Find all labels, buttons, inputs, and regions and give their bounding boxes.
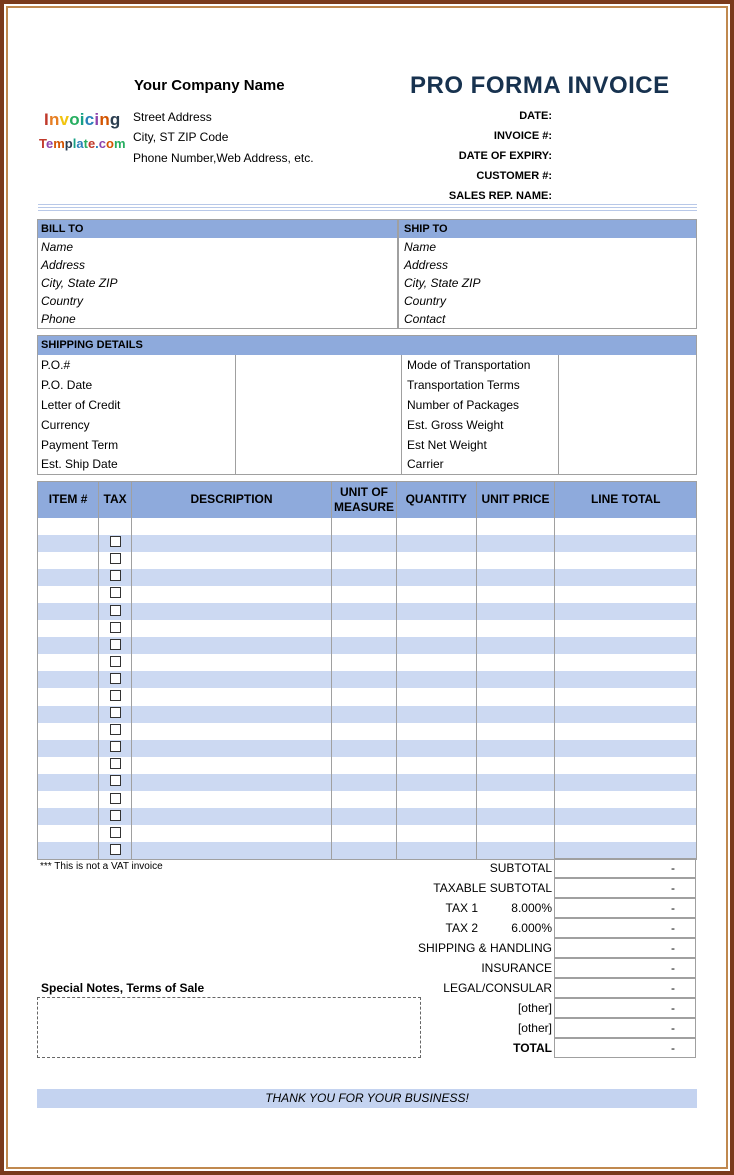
- item-cell[interactable]: [476, 620, 555, 637]
- item-cell[interactable]: [99, 757, 132, 774]
- shipping-label: Letter of Credit: [38, 395, 236, 415]
- item-cell[interactable]: [332, 620, 397, 637]
- table-row: [38, 552, 697, 569]
- shipping-value[interactable]: [559, 395, 697, 415]
- tax-checkbox[interactable]: [110, 844, 121, 855]
- logo-letter: e: [87, 136, 96, 151]
- meta-label: DATE:: [519, 110, 552, 122]
- table-row: [38, 535, 697, 552]
- tax-checkbox[interactable]: [110, 587, 121, 598]
- meta-label: SALES REP. NAME:: [448, 190, 552, 202]
- item-cell[interactable]: [476, 654, 555, 671]
- item-cell[interactable]: [38, 774, 99, 791]
- item-cell[interactable]: [555, 825, 697, 842]
- tax-checkbox[interactable]: [110, 656, 121, 667]
- shipping-value[interactable]: [236, 455, 402, 475]
- item-cell[interactable]: [38, 740, 99, 757]
- item-cell[interactable]: [131, 518, 331, 535]
- item-cell[interactable]: [396, 671, 476, 688]
- logo-letter: m: [113, 136, 126, 151]
- shipping-label: Transportation Terms: [402, 375, 559, 395]
- item-cell[interactable]: [99, 552, 132, 569]
- total-value[interactable]: -: [554, 918, 696, 938]
- table-row: [38, 757, 697, 774]
- item-cell[interactable]: [332, 552, 397, 569]
- divider-line: [38, 204, 697, 205]
- item-cell[interactable]: [555, 688, 697, 705]
- logo-letter: I: [44, 110, 49, 129]
- address-line[interactable]: Name: [41, 239, 74, 254]
- tax-rate[interactable]: 6.000%: [511, 921, 552, 935]
- total-label: TAXABLE SUBTOTAL: [433, 881, 552, 895]
- item-cell[interactable]: [131, 825, 331, 842]
- notes-box[interactable]: [37, 997, 421, 1058]
- item-cell[interactable]: [476, 671, 555, 688]
- item-cell[interactable]: [555, 637, 697, 654]
- total-label: TAX 1: [445, 901, 478, 915]
- meta-label: DATE OF EXPIRY:: [458, 150, 552, 162]
- item-cell[interactable]: [476, 706, 555, 723]
- item-cell[interactable]: [332, 825, 397, 842]
- item-cell[interactable]: [396, 757, 476, 774]
- shipping-label: Est. Gross Weight: [402, 415, 559, 435]
- item-cell[interactable]: [131, 620, 331, 637]
- item-cell[interactable]: [555, 518, 697, 535]
- item-cell[interactable]: [396, 620, 476, 637]
- tax-checkbox[interactable]: [110, 639, 121, 650]
- item-cell[interactable]: [476, 688, 555, 705]
- logo-letter: m: [53, 136, 65, 151]
- shipping-value[interactable]: [559, 455, 697, 475]
- item-cell[interactable]: [38, 757, 99, 774]
- logo-letter: v: [59, 110, 70, 129]
- tax-checkbox[interactable]: [110, 741, 121, 752]
- total-label: TOTAL: [513, 1041, 552, 1055]
- item-cell[interactable]: [99, 620, 132, 637]
- column-header: UNIT OF MEASURE: [332, 482, 397, 518]
- item-cell[interactable]: [396, 723, 476, 740]
- item-cell[interactable]: [131, 842, 331, 859]
- table-row: [38, 808, 697, 825]
- table-row: [38, 569, 697, 586]
- total-value[interactable]: -: [554, 1018, 696, 1038]
- item-cell[interactable]: [131, 671, 331, 688]
- item-cell[interactable]: [555, 808, 697, 825]
- logo-invoicing: [44, 110, 121, 130]
- item-cell[interactable]: [131, 706, 331, 723]
- total-value[interactable]: -: [554, 898, 696, 918]
- shipping-label: Payment Term: [38, 435, 236, 455]
- total-label: [other]: [517, 1001, 552, 1015]
- divider-line: [38, 210, 697, 211]
- column-header: DESCRIPTION: [131, 482, 331, 518]
- item-cell[interactable]: [396, 706, 476, 723]
- item-cell[interactable]: [555, 740, 697, 757]
- item-cell[interactable]: [476, 723, 555, 740]
- shipping-details-table: [37, 335, 697, 475]
- shipping-label: Mode of Transportation: [402, 355, 559, 375]
- item-cell[interactable]: [38, 518, 99, 535]
- tax-checkbox[interactable]: [110, 724, 121, 735]
- table-row: [38, 774, 697, 791]
- shipping-label: P.O. Date: [38, 375, 236, 395]
- item-cell[interactable]: [99, 586, 132, 603]
- item-cell[interactable]: [396, 535, 476, 552]
- item-cell[interactable]: [38, 791, 99, 808]
- ship-to-table: [398, 219, 697, 329]
- item-cell[interactable]: [396, 825, 476, 842]
- logo-letter: n: [99, 110, 110, 129]
- item-cell[interactable]: [555, 654, 697, 671]
- item-cell[interactable]: [332, 723, 397, 740]
- shipping-label: Est Net Weight: [402, 435, 559, 455]
- city-line: City, ST ZIP Code: [133, 130, 229, 144]
- item-cell[interactable]: [332, 757, 397, 774]
- item-cell[interactable]: [99, 791, 132, 808]
- item-cell[interactable]: [99, 723, 132, 740]
- item-cell[interactable]: [38, 569, 99, 586]
- bill-to-table: [37, 219, 398, 329]
- table-row: [38, 620, 697, 637]
- item-cell[interactable]: [555, 842, 697, 859]
- item-cell[interactable]: [396, 774, 476, 791]
- shipping-label: Carrier: [402, 455, 559, 475]
- table-row: [38, 637, 697, 654]
- item-cell[interactable]: [555, 774, 697, 791]
- invoice-title: PRO FORMA INVOICE: [410, 72, 670, 99]
- tax-checkbox[interactable]: [110, 605, 121, 616]
- shipping-value[interactable]: [236, 435, 402, 455]
- tax-checkbox[interactable]: [110, 553, 121, 564]
- total-label: SUBTOTAL: [489, 861, 552, 875]
- address-line[interactable]: Contact: [404, 312, 446, 327]
- item-cell[interactable]: [131, 808, 331, 825]
- logo-template: [39, 136, 126, 151]
- item-cell[interactable]: [396, 688, 476, 705]
- address-line[interactable]: City, State ZIP: [404, 275, 481, 290]
- tax-checkbox[interactable]: [110, 707, 121, 718]
- item-cell[interactable]: [555, 569, 697, 586]
- address-line[interactable]: Country: [41, 294, 84, 309]
- item-cell[interactable]: [476, 535, 555, 552]
- item-cell[interactable]: [332, 706, 397, 723]
- shipping-label: P.O.#: [38, 355, 236, 375]
- item-cell[interactable]: [131, 774, 331, 791]
- divider-line: [38, 207, 697, 208]
- item-cell[interactable]: [38, 586, 99, 603]
- item-cell[interactable]: [476, 603, 555, 620]
- total-value[interactable]: -: [554, 858, 696, 878]
- address-line[interactable]: City, State ZIP: [41, 275, 118, 290]
- item-cell[interactable]: [332, 654, 397, 671]
- item-cell[interactable]: [332, 518, 397, 535]
- item-cell[interactable]: [476, 586, 555, 603]
- vat-note: *** This is not a VAT invoice: [40, 861, 163, 872]
- item-cell[interactable]: [555, 723, 697, 740]
- shipping-value[interactable]: [236, 375, 402, 395]
- item-cell[interactable]: [38, 552, 99, 569]
- item-cell[interactable]: [396, 842, 476, 859]
- column-header: TAX: [99, 482, 132, 518]
- ship-to-title: SHIP TO: [404, 222, 448, 235]
- street-address: Street Address: [133, 110, 212, 124]
- shipping-value[interactable]: [559, 375, 697, 395]
- item-cell[interactable]: [38, 688, 99, 705]
- item-cell[interactable]: [38, 603, 99, 620]
- item-cell[interactable]: [38, 723, 99, 740]
- shipping-value[interactable]: [559, 435, 697, 455]
- item-cell[interactable]: [99, 842, 132, 859]
- logo-letter: c: [98, 136, 107, 151]
- logo-letter: T: [39, 136, 46, 151]
- item-cell[interactable]: [476, 757, 555, 774]
- shipping-details-title: SHIPPING DETAILS: [41, 339, 143, 352]
- table-row: [38, 671, 697, 688]
- item-cell[interactable]: [555, 552, 697, 569]
- item-cell[interactable]: [332, 569, 397, 586]
- item-cell[interactable]: [555, 757, 697, 774]
- item-cell[interactable]: [396, 569, 476, 586]
- item-cell[interactable]: [396, 637, 476, 654]
- item-cell[interactable]: [131, 535, 331, 552]
- tax-checkbox[interactable]: [110, 570, 121, 581]
- item-cell[interactable]: [99, 825, 132, 842]
- logo-letter: t: [83, 136, 88, 151]
- item-cell[interactable]: [38, 620, 99, 637]
- item-cell[interactable]: [476, 552, 555, 569]
- column-header: UNIT PRICE: [476, 482, 555, 518]
- address-line[interactable]: Phone: [41, 312, 76, 327]
- address-line[interactable]: Name: [404, 239, 437, 254]
- table-row: [38, 586, 697, 603]
- item-cell[interactable]: [476, 637, 555, 654]
- item-cell[interactable]: [38, 637, 99, 654]
- table-row: [38, 518, 697, 535]
- logo-letter: p: [64, 136, 73, 151]
- table-row: [38, 825, 697, 842]
- item-cell[interactable]: [332, 774, 397, 791]
- total-value[interactable]: -: [554, 938, 696, 958]
- total-label: INSURANCE: [481, 961, 552, 975]
- total-label: [other]: [517, 1021, 552, 1035]
- item-cell[interactable]: [38, 842, 99, 859]
- item-cell[interactable]: [332, 740, 397, 757]
- item-cell[interactable]: [555, 586, 697, 603]
- logo-letter: a: [76, 136, 84, 151]
- item-cell[interactable]: [99, 774, 132, 791]
- item-cell[interactable]: [555, 706, 697, 723]
- logo-letter: i: [79, 110, 85, 129]
- item-cell[interactable]: [99, 603, 132, 620]
- table-row: [38, 706, 697, 723]
- thank-you-banner: THANK YOU FOR YOUR BUSINESS!: [37, 1089, 697, 1108]
- item-cell[interactable]: [476, 774, 555, 791]
- shipping-label: Number of Packages: [402, 395, 559, 415]
- item-cell[interactable]: [99, 569, 132, 586]
- tax-checkbox[interactable]: [110, 810, 121, 821]
- logo-letter: .: [95, 136, 99, 151]
- logo-letter: g: [109, 110, 121, 129]
- logo-letter: c: [84, 110, 95, 129]
- item-cell[interactable]: [99, 808, 132, 825]
- item-cell[interactable]: [332, 842, 397, 859]
- item-cell[interactable]: [332, 688, 397, 705]
- total-label: SHIPPING & HANDLING: [417, 941, 552, 955]
- item-cell[interactable]: [476, 808, 555, 825]
- shipping-value[interactable]: [236, 415, 402, 435]
- item-cell[interactable]: [476, 842, 555, 859]
- item-cell[interactable]: [131, 757, 331, 774]
- items-table: [37, 481, 697, 860]
- item-cell[interactable]: [131, 791, 331, 808]
- table-row: [38, 723, 697, 740]
- item-cell[interactable]: [131, 654, 331, 671]
- tax-checkbox[interactable]: [110, 775, 121, 786]
- item-cell[interactable]: [131, 723, 331, 740]
- item-cell[interactable]: [332, 535, 397, 552]
- table-row: [38, 603, 697, 620]
- logo-letter: i: [94, 110, 100, 129]
- item-cell[interactable]: [131, 586, 331, 603]
- item-cell[interactable]: [332, 808, 397, 825]
- item-cell[interactable]: [131, 552, 331, 569]
- item-cell[interactable]: [99, 740, 132, 757]
- total-value[interactable]: -: [554, 978, 696, 998]
- item-cell[interactable]: [131, 603, 331, 620]
- logo-letter: n: [48, 110, 60, 129]
- tax-checkbox[interactable]: [110, 827, 121, 838]
- item-cell[interactable]: [476, 740, 555, 757]
- address-line[interactable]: Country: [404, 294, 447, 309]
- item-cell[interactable]: [332, 791, 397, 808]
- item-cell[interactable]: [555, 603, 697, 620]
- total-value[interactable]: -: [554, 878, 696, 898]
- shipping-value[interactable]: [236, 395, 402, 415]
- item-cell[interactable]: [131, 688, 331, 705]
- item-cell[interactable]: [38, 671, 99, 688]
- total-label: LEGAL/CONSULAR: [443, 981, 552, 995]
- item-cell[interactable]: [38, 808, 99, 825]
- item-cell[interactable]: [396, 586, 476, 603]
- item-cell[interactable]: [131, 637, 331, 654]
- bill-to-title: BILL TO: [41, 222, 84, 235]
- item-cell[interactable]: [396, 791, 476, 808]
- column-header: ITEM #: [38, 482, 99, 518]
- meta-label: CUSTOMER #:: [476, 170, 552, 182]
- item-cell[interactable]: [38, 654, 99, 671]
- shipping-label: Est. Ship Date: [38, 455, 236, 475]
- notes-title: Special Notes, Terms of Sale: [41, 981, 205, 995]
- item-cell[interactable]: [332, 637, 397, 654]
- address-line[interactable]: Address: [404, 257, 449, 272]
- column-header: QUANTITY: [396, 482, 476, 518]
- meta-label: INVOICE #:: [493, 130, 552, 142]
- item-cell[interactable]: [332, 671, 397, 688]
- item-cell[interactable]: [99, 671, 132, 688]
- item-cell[interactable]: [396, 603, 476, 620]
- item-cell[interactable]: [396, 808, 476, 825]
- item-cell[interactable]: [396, 654, 476, 671]
- tax-checkbox[interactable]: [110, 673, 121, 684]
- logo-letter: e: [45, 136, 54, 151]
- tax-checkbox[interactable]: [110, 758, 121, 769]
- item-cell[interactable]: [99, 637, 132, 654]
- total-label: TAX 2: [445, 921, 478, 935]
- item-cell[interactable]: [396, 518, 476, 535]
- logo-letter: o: [106, 136, 114, 151]
- table-row: [38, 791, 697, 808]
- table-row: [38, 842, 697, 859]
- tax-checkbox[interactable]: [110, 690, 121, 701]
- item-cell[interactable]: [99, 535, 132, 552]
- column-header: LINE TOTAL: [555, 482, 697, 518]
- item-cell[interactable]: [38, 706, 99, 723]
- item-cell[interactable]: [332, 603, 397, 620]
- shipping-value[interactable]: [236, 355, 402, 375]
- item-cell[interactable]: [555, 791, 697, 808]
- item-cell[interactable]: [396, 552, 476, 569]
- shipping-value[interactable]: [559, 415, 697, 435]
- item-cell[interactable]: [555, 620, 697, 637]
- item-cell[interactable]: [476, 825, 555, 842]
- item-cell[interactable]: [476, 569, 555, 586]
- item-cell[interactable]: [38, 535, 99, 552]
- item-cell[interactable]: [555, 671, 697, 688]
- shipping-label: Currency: [38, 415, 236, 435]
- item-cell[interactable]: [332, 586, 397, 603]
- item-cell[interactable]: [476, 518, 555, 535]
- company-name: Your Company Name: [134, 77, 285, 94]
- table-row: [38, 654, 697, 671]
- table-row: [38, 688, 697, 705]
- item-cell[interactable]: [555, 535, 697, 552]
- item-cell[interactable]: [38, 825, 99, 842]
- item-cell[interactable]: [99, 706, 132, 723]
- item-cell[interactable]: [131, 740, 331, 757]
- tax-checkbox[interactable]: [110, 622, 121, 633]
- tax-checkbox[interactable]: [110, 793, 121, 804]
- tax-checkbox[interactable]: [110, 536, 121, 547]
- item-cell[interactable]: [99, 518, 132, 535]
- table-row: [38, 740, 697, 757]
- item-cell[interactable]: [99, 654, 132, 671]
- tax-rate[interactable]: 8.000%: [511, 901, 552, 915]
- logo-letter: l: [72, 136, 77, 151]
- item-cell[interactable]: [131, 569, 331, 586]
- item-cell[interactable]: [99, 688, 132, 705]
- logo-letter: o: [69, 110, 80, 129]
- total-value[interactable]: -: [554, 998, 696, 1018]
- contact-line: Phone Number,Web Address, etc.: [133, 151, 314, 165]
- total-value[interactable]: -: [554, 1038, 696, 1058]
- item-cell[interactable]: [396, 740, 476, 757]
- address-line[interactable]: Address: [41, 257, 86, 272]
- item-cell[interactable]: [476, 791, 555, 808]
- shipping-value[interactable]: [559, 355, 697, 375]
- total-value[interactable]: -: [554, 958, 696, 978]
